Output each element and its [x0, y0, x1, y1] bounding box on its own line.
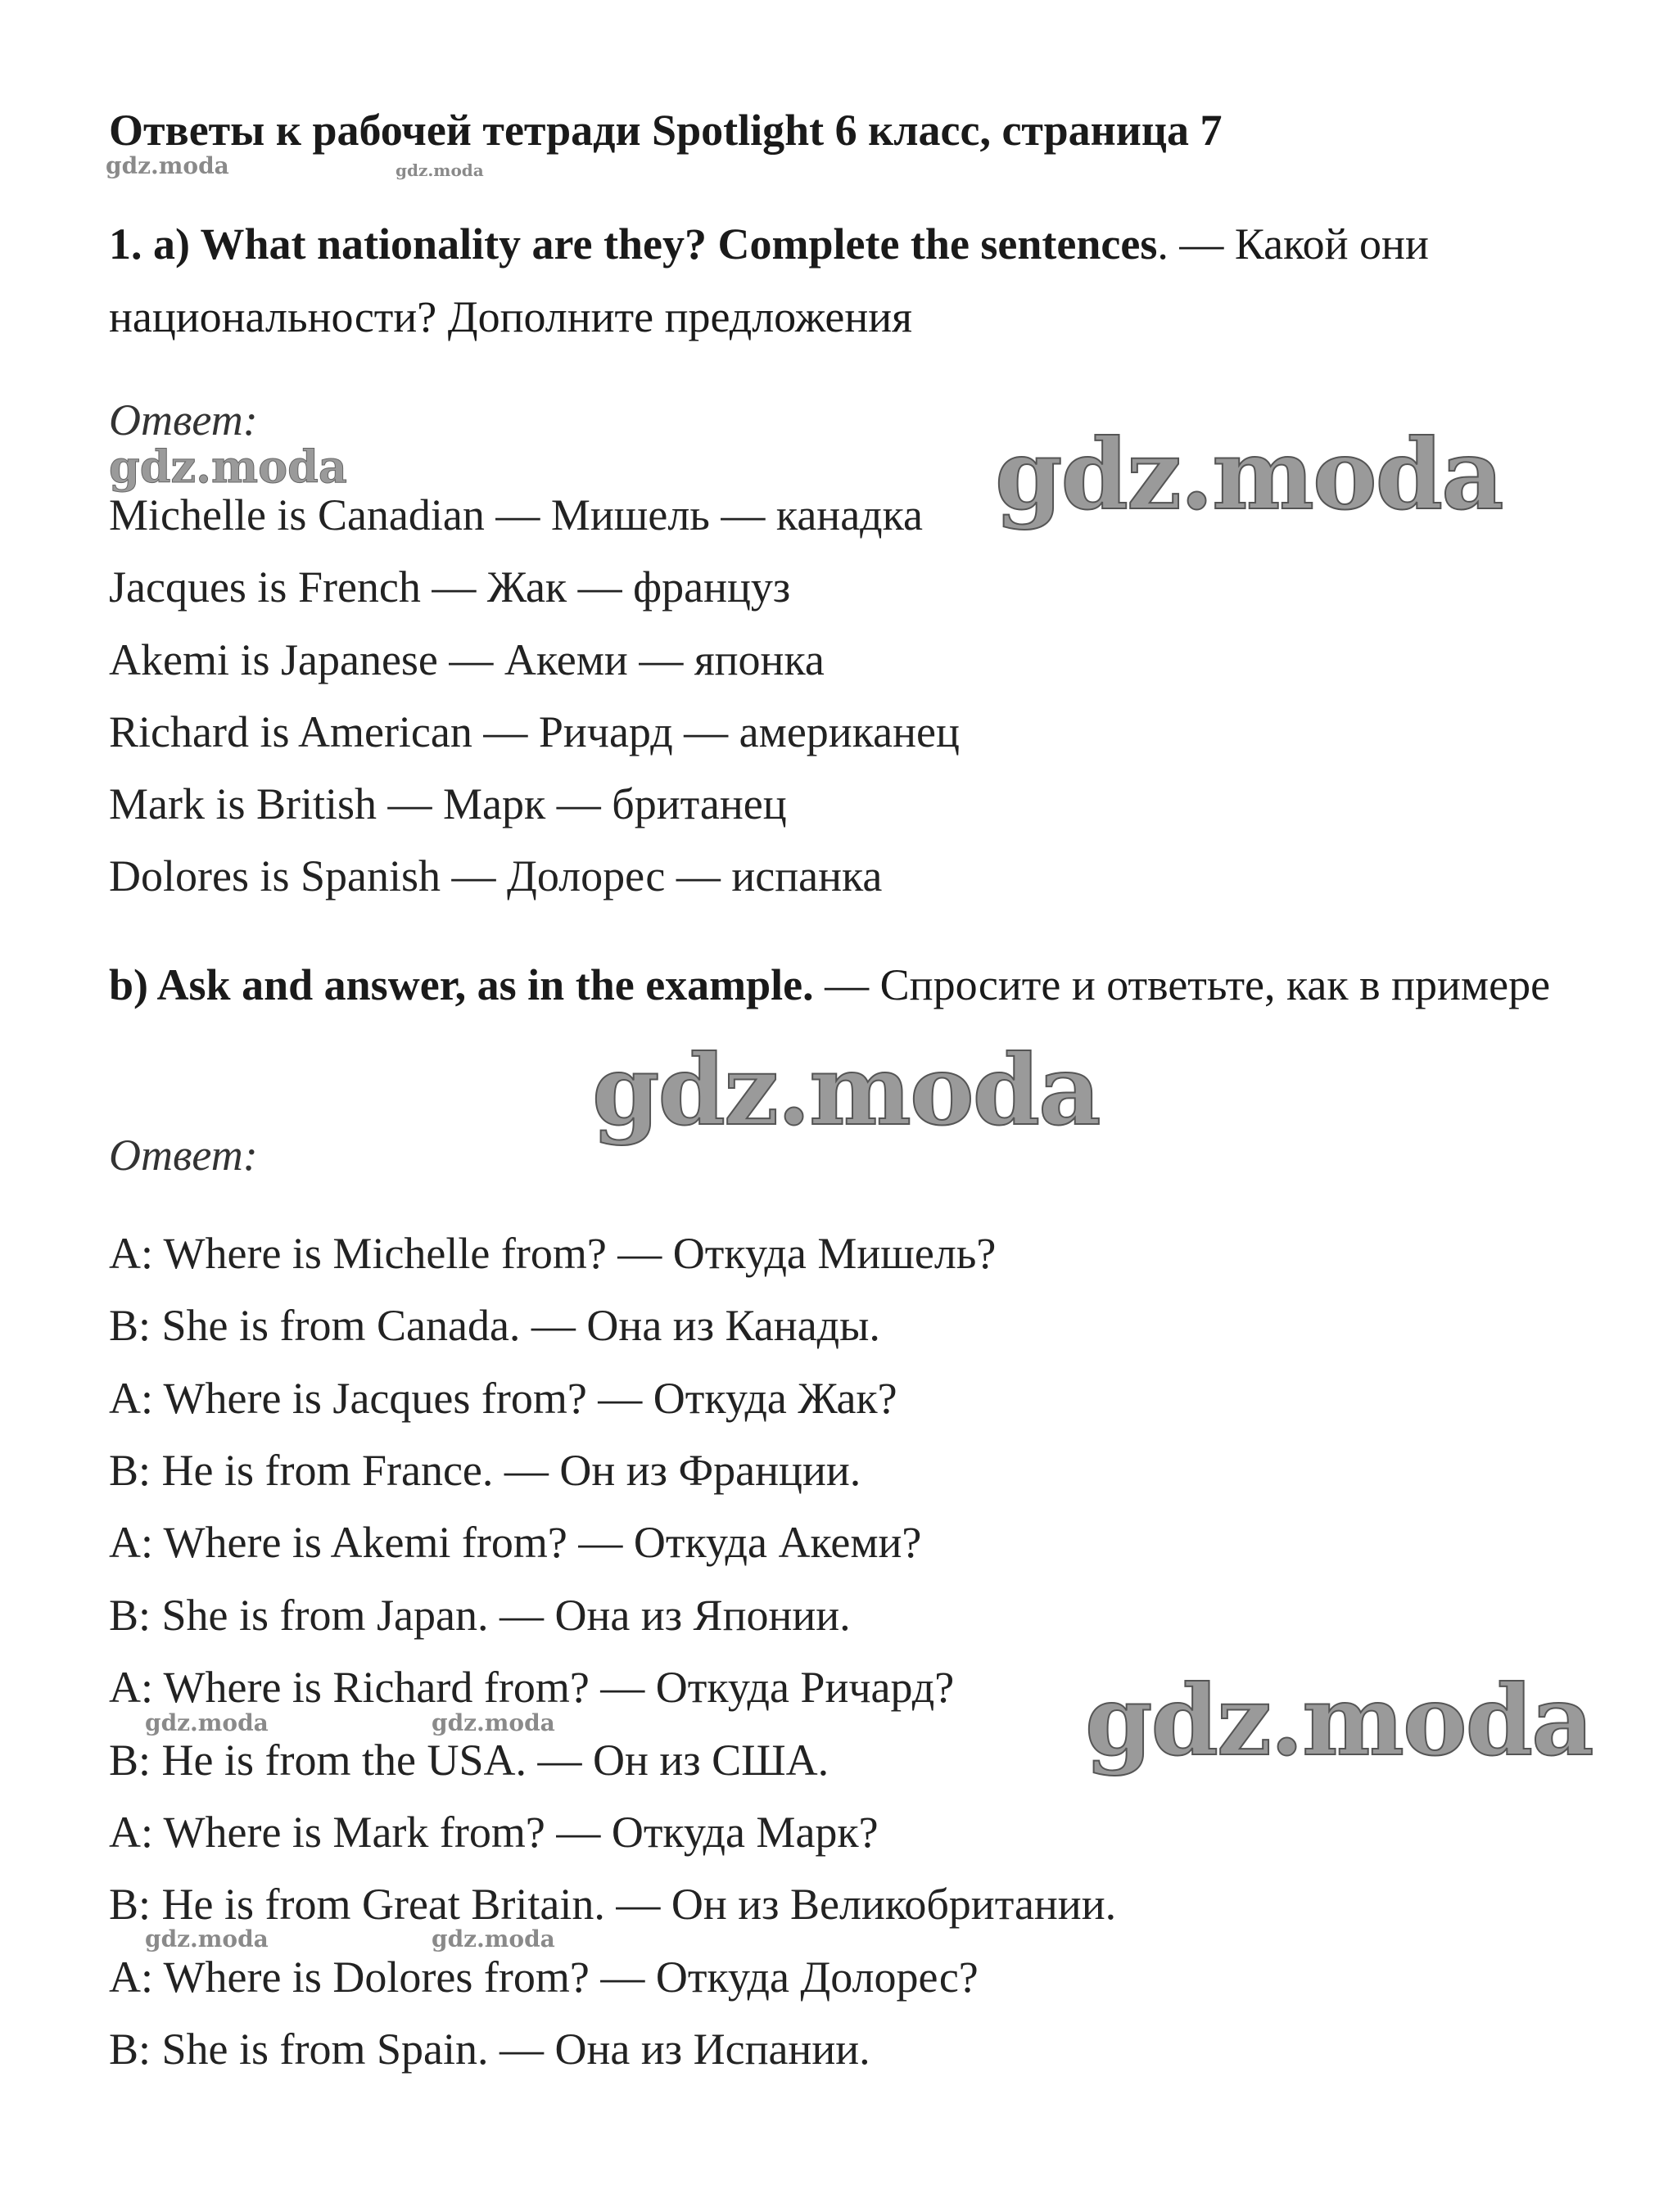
watermark: gdz.moda [396, 160, 484, 180]
dialog-line: A: Where is Richard from? — Откуда Ричард? [109, 1663, 955, 1712]
exercise-1b-heading-en: b) Ask and answer, as in the example. [109, 960, 814, 1009]
answer-line: Akemi is Japanese — Акеми — японка [109, 635, 825, 684]
watermark: gdz.moda [1085, 1664, 1593, 1777]
answer-line: Mark is British — Марк — британец [109, 779, 787, 828]
dialog-line: A: Where is Mark from? — Откуда Марк? [109, 1808, 879, 1857]
watermark: gdz.moda [145, 1709, 269, 1736]
answer-line: Richard is American — Ричард — американец [109, 707, 960, 756]
dialog-line: A: Where is Dolores from? — Откуда Долорес? [109, 1952, 979, 2002]
answer-label: Ответ: [109, 395, 258, 445]
answer-line: Jacques is French — Жак — француз [109, 562, 791, 612]
page-title: Ответы к рабочей тетради Spotlight 6 класс, страница 7 [109, 106, 1223, 155]
exercise-1a-heading-en: 1. a) What nationality are they? Complete the sentences [109, 219, 1158, 269]
watermark: gdz.moda [995, 418, 1503, 531]
dialog-line: A: Where is Michelle from? — Откуда Мишель? [109, 1229, 997, 1278]
watermark: gdz.moda [592, 1033, 1100, 1147]
dialog-line: B: He is from France. — Он из Франции. [109, 1446, 861, 1495]
dialog-line: B: She is from Japan. — Она из Японии. [109, 1591, 851, 1640]
dialog-line: B: She is from Spain. — Она из Испании. [109, 2025, 870, 2074]
dialog-line: A: Where is Akemi from? — Откуда Акеми? [109, 1518, 922, 1567]
watermark: gdz.moda [106, 152, 229, 179]
answer-line: Michelle is Canadian — Мишель — канадка [109, 490, 924, 539]
dialog-line: B: He is from Great Britain. — Он из Великобритании. [109, 1880, 1117, 1929]
dialog-line: A: Where is Jacques from? — Откуда Жак? [109, 1374, 897, 1423]
exercise-1b-heading [109, 949, 1583, 1022]
dialog-line: B: He is from the USA. — Он из США. [109, 1736, 830, 1785]
watermark: gdz.moda [432, 1709, 555, 1736]
exercise-1a-heading [109, 208, 1583, 354]
watermark: gdz.moda [432, 1925, 555, 1952]
exercise-1b-heading-ru: — Спросите и ответьте, как в примере [813, 960, 1551, 1009]
answer-line: Dolores is Spanish — Долорес — испанка [109, 851, 883, 901]
watermark: gdz.moda [109, 440, 347, 493]
dialog-line: B: She is from Canada. — Она из Канады. [109, 1301, 880, 1350]
watermark: gdz.moda [145, 1925, 269, 1952]
exercise-1a-heading-ru: . — Какой они национальности? Дополните предложения [109, 219, 1429, 341]
answer-label: Ответ: [109, 1131, 258, 1180]
